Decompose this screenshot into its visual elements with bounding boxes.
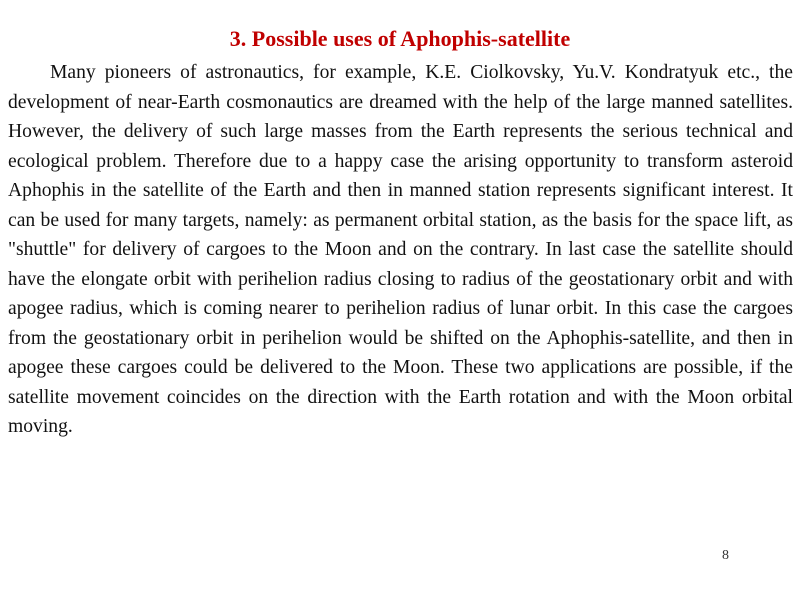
body-paragraph: Many pioneers of astronautics, for example, K.E. Ciolkovsky, Yu.V. Kondratyuk etc., the development of near-Earth cosmonautics are dreamed with the help of the large manned satellites. However, the delivery of such large masses from the Earth represents the serious technical and ecological problem. Therefore due to a happy case the arising opportunity to transform asteroid Aphophis in the satellite of the Earth and then in manned station represents significant interest. It can be used for many targets, namely: as permanent orbital station, as the basis for the space lift, as "shuttle" for delivery of cargoes to the Moon and on the contrary. In last case the satellite should have the elongate orbit with perihelion radius closing to radius of the geostationary orbit and with apogee radius, which is coming nearer to perihelion radius of lunar orbit. In this case the cargoes from the geostationary orbit in perihelion would be shifted on the Aphophis-satellite, and then in apogee these cargoes could be delivered to the Moon. These two applications are possible, if the satellite movement coincides on the direction with the Earth rotation and with the Moon orbital moving. [8,62,793,437]
page-number: 8 [722,548,729,563]
slide-title: 3. Possible uses of Aphophis-satellite [229,26,571,51]
